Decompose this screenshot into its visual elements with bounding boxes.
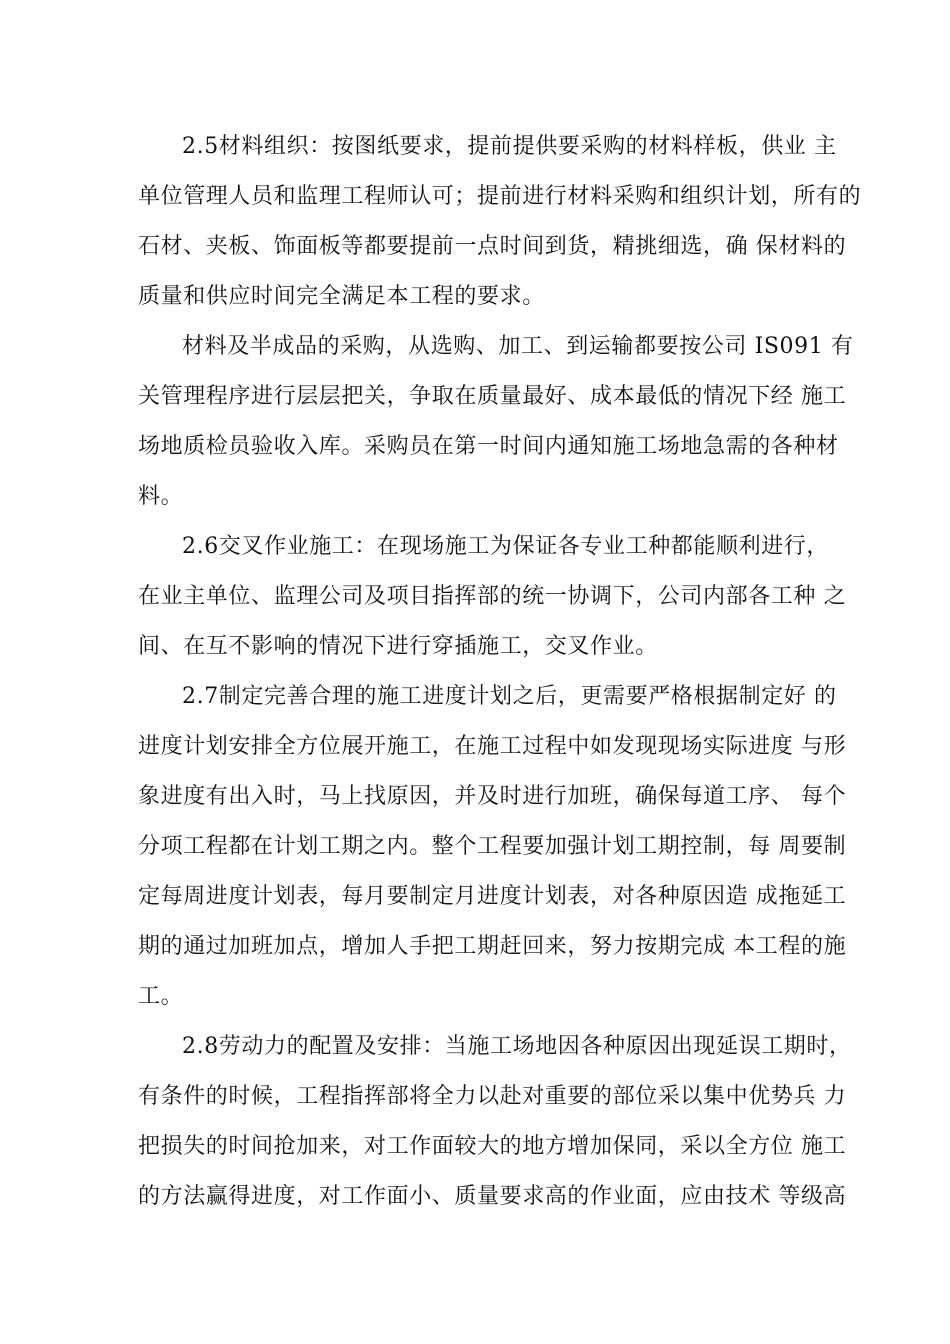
text-line: 间、在互不影响的情况下进行穿插施工，交叉作业。 [138,634,658,659]
text-line: 2.7制定完善合理的施工进度计划之后，更需要严格根据制定好 的 [182,684,837,709]
text-line: 2.8劳动力的配置及安排：当施工场地因各种原因出现延误工期时， [182,1034,852,1059]
paragraph-labor-allocation [138,1022,852,1222]
paragraph-schedule-plan [138,672,847,1022]
document-body [138,122,862,1222]
text-line: 进度计划安排全方位展开施工，在施工过程中如发现现场实际进度 与形 [138,734,847,759]
text-line: 工。 [138,984,184,1009]
text-line: 关管理程序进行层层把关，争取在质量最好、成本最低的情况下经 施工 [138,384,847,409]
text-line: 质量和供应时间完全满足本工程的要求。 [138,284,545,309]
text-line: 有条件的时候，工程指挥部将全力以赴对重要的部位采以集中优势兵 力 [138,1084,847,1109]
text-line: 期的通过加班加点，增加人手把工期赶回来，努力按期完成 本工程的施 [138,934,847,959]
text-line: 把损失的时间抢加来，对工作面较大的地方增加保同，采以全方位 施工 [138,1134,847,1159]
paragraph-material-organization [138,122,862,322]
text-line: 分项工程都在计划工期之内。整个工程要加强计划工期控制，每 周要制 [138,834,847,859]
text-line: 2.5材料组织：按图纸要求，提前提供要采购的材料样板，供业 主 [182,134,837,159]
paragraph-material-procurement [138,322,854,522]
text-line: 象进度有出入时，马上找原因，并及时进行加班，确保每道工序、 每个 [138,784,847,809]
text-line: 2.6交叉作业施工：在现场施工为保证各专业工种都能顺利进行， [182,534,829,559]
text-line: 材料及半成品的采购，从选购、加工、到运输都要按公司 IS091 有 [182,334,854,359]
text-line: 料。 [138,484,184,509]
text-line: 场地质检员验收入库。采购员在第一时间内通知施工场地急需的各种材 [138,434,839,459]
text-line: 石材、夹板、饰面板等都要提前一点时间到货，精挑细选，确 保材料的 [138,234,847,259]
text-line: 的方法赢得进度，对工作面小、质量要求高的作业面，应由技术 等级高 [138,1184,847,1209]
text-line: 定每周进度计划表，每月要制定月进度计划表，对各种原因造 成拖延工 [138,884,847,909]
text-line: 在业主单位、监理公司及项目指挥部的统一协调下，公司内部各工种 之 [138,584,847,609]
paragraph-cross-operation [138,522,847,672]
text-line: 单位管理人员和监理工程师认可；提前进行材料采购和组织计划，所有的 [138,184,862,209]
